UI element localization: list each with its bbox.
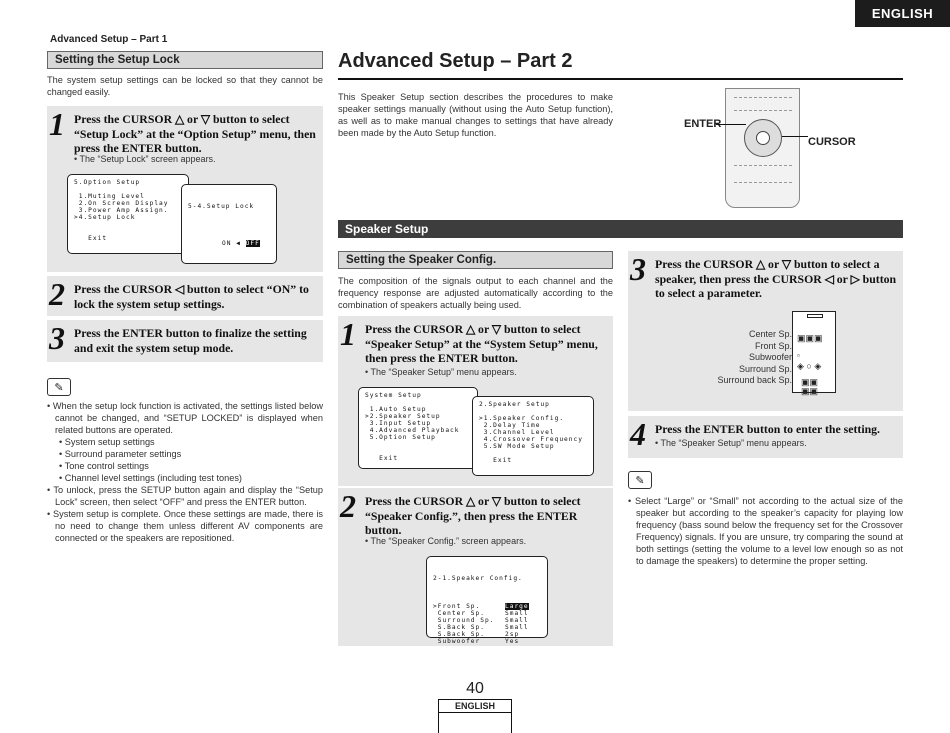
note-item: • System setup settings: [59, 437, 155, 447]
remote-cursor-label: CURSOR: [808, 136, 856, 148]
step-text: Press the ENTER button to enter the setting.: [655, 422, 881, 436]
step-number: 3: [630, 251, 646, 287]
remote-control-illustration: [680, 88, 900, 210]
step-2-speaker-config: [338, 488, 613, 646]
speaker-setup-intro: This Speaker Setup section describes the procedures to make speaker settings manually (without using the Auto Setup function), as well as to make manual changes to settings that have already been made by the Auto Setup function.: [338, 92, 613, 138]
step-number: 1: [340, 316, 356, 352]
step-text: Press the CURSOR ◁ button to select “ON” to lock the system setup settings.: [74, 282, 309, 311]
running-head: Advanced Setup – Part 1: [50, 34, 168, 45]
speaker-config-screen-title: 2-1.Speaker Config.: [433, 575, 523, 582]
front-sp-value-selected: Large: [505, 603, 529, 610]
step-text: Press the ENTER button to finalize the setting and exit the system setup mode.: [74, 326, 307, 355]
surround-sp-label: Surround Sp.: [738, 363, 792, 374]
step-text: Press the CURSOR △ or ▽ button to select “Speaker Setup” at the “System Setup” menu, then press the ENTER button.: [365, 322, 598, 365]
tv-icon: [807, 314, 823, 318]
setup-lock-screen-title: 5-4.Setup Lock: [188, 203, 255, 210]
speaker-config-values: [505, 603, 529, 645]
speaker-setup-bar: Speaker Setup: [338, 220, 903, 238]
step-note: • The “Speaker Setup” menu appears.: [655, 438, 807, 448]
footer-rule-left: [438, 713, 439, 733]
note-item: • System setup is complete. Once these settings are made, there is no need to change them unless different AV components are connected or the speakers are repositioned.: [47, 509, 323, 543]
speaker-config-intro: The composition of the signals output to each channel and the frequency response are adjusted automatically according to the combination of speakers actually being used.: [338, 276, 613, 310]
speaker-layout-diagram: [792, 311, 836, 396]
front-speakers-icon: ▣▣▣: [797, 333, 823, 343]
step-3-setup-lock: [47, 320, 323, 362]
step-1-setup-lock: [47, 106, 323, 272]
remote-body: [725, 88, 800, 208]
step-note: • The “Setup Lock” screen appears.: [74, 154, 216, 164]
remote-bottom-keys: [734, 165, 792, 183]
page-number: 40: [466, 680, 484, 697]
step-number: 4: [630, 416, 646, 452]
subwoofer-icon: ▫: [797, 351, 800, 360]
step-note: • The “Speaker Setup” menu appears.: [365, 367, 517, 377]
surround-back-sp-label: Surround back Sp.: [717, 375, 792, 385]
setup-lock-notes: [47, 400, 323, 544]
step-text: Press the CURSOR △ or ▽ button to select “Speaker Config.”, then press the ENTER button.: [365, 494, 581, 537]
enter-key: [756, 131, 770, 145]
option-setup-screen: 5.Option Setup 1.Muting Level 2.On Screen Display 3.Power Amp Assign. >4.Setup Lock Exit: [67, 174, 189, 254]
surround-back-speakers-icon: ▣▣ ▣▣: [801, 377, 819, 396]
pencil-icon: ✎: [628, 471, 652, 489]
option-on: ON ◀: [222, 240, 241, 247]
remote-top-keys: [734, 97, 792, 111]
cursor-leader-line: [782, 136, 808, 137]
step-number: 2: [49, 276, 65, 312]
step-1-speaker-config: [338, 316, 613, 486]
speaker-setup-screen: 2.Speaker Setup >1.Speaker Config. 2.Delay Time 3.Channel Level 4.Crossover Frequency 5.SW Mode Setup Exit: [472, 396, 594, 476]
speaker-config-screen: [426, 556, 548, 645]
footer-rule-right: [511, 713, 512, 733]
language-tab: ENGLISH: [855, 0, 950, 27]
speaker-config-note: • Select “Large” or “Small” not according to the actual size of the speaker but according to the speaker’s capacity for playing low frequency (bass sound below the frequency set for the Crossover Frequency) signals. If you are unsure, try comparing the sound at both settings (setting the volume to a level low enough so as not to damage the speakers) to determine the proper setting.: [628, 496, 903, 566]
step-number: 1: [49, 106, 65, 142]
subwoofer-label: Subwoofer: [748, 352, 792, 362]
note-item: • When the setup lock function is activated, the settings listed below cannot be changed, and “SETUP LOCKED” is displayed when related buttons are operated.: [47, 401, 323, 435]
step-text: Press the CURSOR △ or ▽ button to select “Setup Lock” at the “Option Setup” menu, then press the ENTER button.: [74, 112, 316, 155]
remote-enter-label: ENTER: [684, 118, 722, 130]
setup-lock-options: [222, 240, 270, 247]
front-sp-label: Front Sp.: [754, 340, 792, 351]
enter-leader-line: [716, 124, 746, 125]
step-number: 3: [49, 320, 65, 356]
speaker-config-labels: >Front Sp. Center Sp. Surround Sp. S.Back Sp. S.Back Sp. Subwoofer: [433, 603, 495, 645]
pencil-icon: ✎: [47, 378, 71, 396]
speaker-diagram-labels: [688, 329, 792, 387]
section-title-speaker-config: Setting the Speaker Config.: [338, 251, 613, 269]
step-note: • The “Speaker Config.” screen appears.: [365, 536, 527, 546]
footer-language: ENGLISH: [438, 699, 512, 713]
step-3-speaker-config: [628, 251, 903, 411]
step-4-speaker-config: [628, 416, 903, 458]
option-off-selected: OFF: [245, 240, 260, 247]
note-item: • Surround parameter settings: [59, 449, 182, 459]
step-text: Press the CURSOR △ or ▽ button to select a speaker, then press the CURSOR ◁ or ▷ button to select a parameter.: [655, 257, 897, 300]
note-item: • To unlock, press the SETUP button again and display the “Setup Lock” screen, then select “OFF” and press the ENTER button.: [47, 485, 323, 507]
center-sp-label: Center Sp.: [748, 329, 792, 339]
cursor-pad: [744, 119, 782, 157]
surround-speakers-icon: ◈ ○ ◈: [797, 361, 822, 371]
step-2-setup-lock: [47, 276, 323, 316]
system-setup-screen: System Setup 1.Auto Setup >2.Speaker Setup 3.Input Setup 4.Advanced Playback 5.Option Setup Exit: [358, 387, 478, 469]
speaker-config-other-values: Small Small Small 2sp Yes: [505, 610, 529, 645]
section-title-setup-lock: Setting the Setup Lock: [47, 51, 323, 69]
page-title: Advanced Setup – Part 2: [338, 50, 903, 80]
note-item: • Channel level settings (including test tones): [59, 473, 242, 483]
speaker-config-table: [433, 603, 541, 645]
setup-lock-screen: [181, 184, 277, 264]
step-number: 2: [340, 488, 356, 524]
note-item: • Tone control settings: [59, 461, 149, 471]
setup-lock-intro: The system setup settings can be locked so that they cannot be changed easily.: [47, 75, 323, 97]
